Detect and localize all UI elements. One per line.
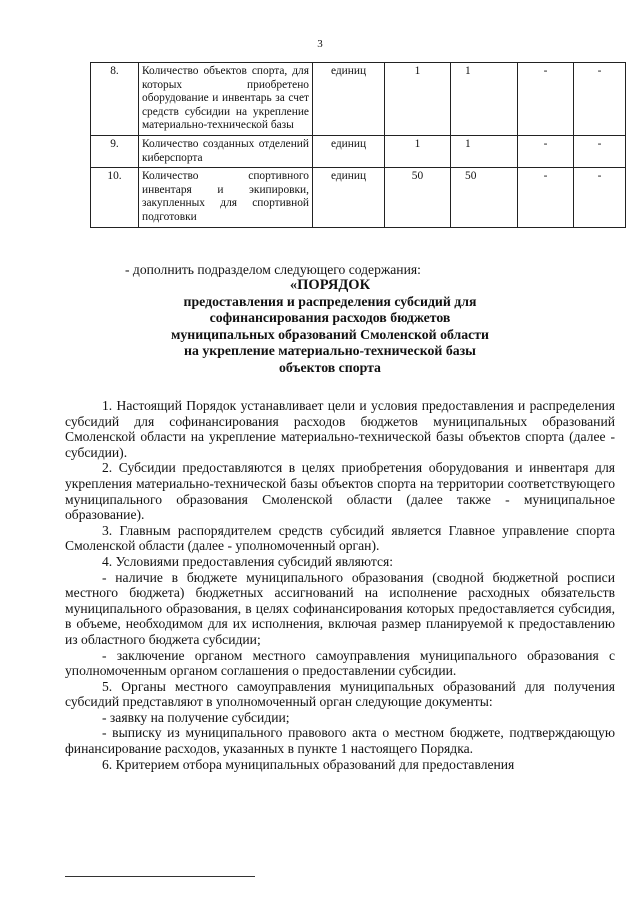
title-line: объектов спорта <box>279 359 381 375</box>
title-line: предоставления и распределения субсидий для <box>183 293 477 309</box>
indicator-unit: единиц <box>313 63 385 136</box>
row-number: 8. <box>91 63 139 136</box>
document-body <box>65 398 615 772</box>
table-row <box>91 63 626 136</box>
table-row <box>91 135 626 167</box>
paragraph: 4. Условиями предоставления субсидий являются: <box>102 553 394 569</box>
title-line: муниципальных образований Смоленской области <box>170 326 490 342</box>
indicator-value: 1 <box>385 135 451 167</box>
indicator-value: - <box>574 63 626 136</box>
indicator-value: - <box>518 135 574 167</box>
row-number: 9. <box>91 135 139 167</box>
indicator-value: 50 <box>451 168 518 227</box>
title-line: софинансирования расходов бюджетов <box>209 310 451 326</box>
indicator-name: Количество созданных отделений киберспорта <box>139 135 313 167</box>
indicator-value: - <box>518 63 574 136</box>
title-heading: «ПОРЯДОК <box>289 277 371 293</box>
indicator-value: 1 <box>385 63 451 136</box>
indicator-value: - <box>574 168 626 227</box>
indicator-name: Количество спортивного инвентаря и экипировки, закупленных для спортивной подготовки <box>139 168 313 227</box>
indicator-unit: единиц <box>313 135 385 167</box>
paragraph: 5. Органы местного самоуправления муниципальных образований для получения субсидий представляют в уполномоченный орган следующие документы: <box>65 678 615 710</box>
page-number: 3 <box>317 38 323 50</box>
document-title <box>0 277 640 377</box>
indicator-value: 1 <box>451 63 518 136</box>
paragraph: - заявку на получение субсидии; <box>102 709 290 725</box>
intro-text: - дополнить подразделом следующего содержания: <box>125 262 421 277</box>
paragraph: - заключение органом местного самоуправления муниципального образования с уполномоченным органом соглашения о предоставлении субсидии. <box>65 647 615 679</box>
paragraph: 1. Настоящий Порядок устанавливает цели и условия предоставления и распределения субсидий для софинансирования расходов бюджетов муниципальных образований Смоленской области на укрепление материально-технической базы объектов спорта (далее - субсидии). <box>65 398 615 460</box>
indicator-name: Количество объектов спорта, для которых приобретено оборудование и инвентарь за счет средств субсидии на укрепление материально-технической базы <box>139 63 313 136</box>
footnote-divider <box>65 876 255 877</box>
indicator-unit: единиц <box>313 168 385 227</box>
paragraph: 3. Главным распорядителем средств субсидий является Главное управление спорта Смоленской области (далее - уполномоченный орган). <box>65 522 615 554</box>
title-line: на укрепление материально-технической базы <box>184 343 476 359</box>
indicator-value: 50 <box>385 168 451 227</box>
paragraph: - выписку из муниципального правового акта о местном бюджете, подтверждающую финансирование расходов, указанных в пункте 1 настоящего Порядка. <box>65 725 615 757</box>
indicators-table <box>90 62 626 228</box>
indicator-value: - <box>574 135 626 167</box>
paragraph: - наличие в бюджете муниципального образования (сводной бюджетной росписи местного бюджета) бюджетных ассигнований на исполнение расходных обязательств муниципального образования, в целях софинансирования которых предоставляется субсидия, в объеме, необходимом для их исполнения, включая размер планируемой к предоставлению из областного бюджета субсидии; <box>65 569 615 647</box>
indicator-value: 1 <box>451 135 518 167</box>
indicator-value: - <box>518 168 574 227</box>
table-row <box>91 168 626 227</box>
paragraph: 6. Критерием отбора муниципальных образований для предоставления <box>102 756 515 772</box>
paragraph: 2. Субсидии предоставляются в целях приобретения оборудования и инвентаря для укрепления материально-технической базы объектов спорта на территории соответствующего муниципального образования Смоленской области (далее также - муниципальное образование). <box>65 460 615 523</box>
row-number: 10. <box>91 168 139 227</box>
